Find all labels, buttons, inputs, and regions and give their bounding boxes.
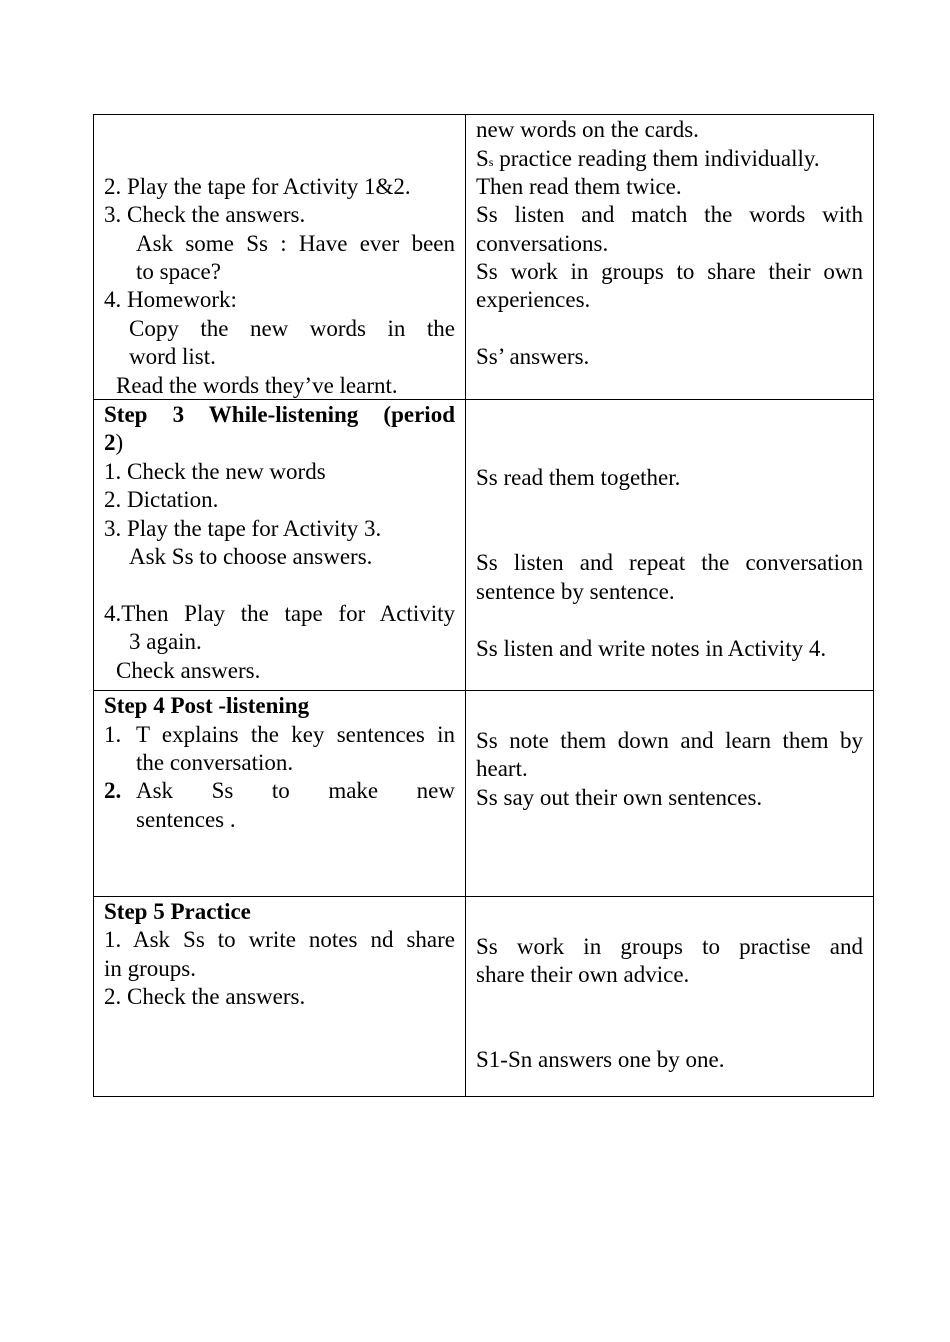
row-divider-2 [93, 690, 874, 691]
text-line: experiences. [476, 287, 591, 312]
step-heading: Step 5 Practice [104, 899, 251, 924]
text-line: Ss practice reading them individually. [476, 146, 820, 171]
list-item-text: Read the words they’ve learnt. [116, 373, 398, 398]
table-border-bottom [93, 1096, 874, 1097]
list-item: 2. Check the answers. [104, 984, 306, 1009]
list-item: 4. Homework: [104, 287, 237, 312]
list-item: 4.Then Play the tape for Activity [104, 601, 455, 626]
step-heading: 2) [104, 430, 124, 455]
text-line: Ss listen and match the words with [476, 202, 863, 227]
text-line: Ss listen and repeat the conversation [476, 550, 863, 575]
text-line: Then read them twice. [476, 174, 682, 199]
text-line: new words on the cards. [476, 117, 699, 142]
list-item-text: to space? [136, 259, 221, 284]
list-number: 2. [104, 778, 122, 803]
list-item-text: Ask Ss to choose answers. [129, 544, 373, 569]
text-line: heart. [476, 756, 528, 781]
list-item-text: sentences . [136, 807, 236, 832]
text-line: Ss say out their own sentences. [476, 785, 763, 810]
table-border-top [93, 114, 874, 115]
list-item-text: word list. [129, 344, 216, 369]
list-item: 3. Check the answers. [104, 202, 306, 227]
list-item-text: Copy the new words in the [129, 316, 455, 341]
text-line: Ss work in groups to practise and [476, 934, 863, 959]
list-item-text: Ask Ss to make new [136, 778, 455, 803]
text-line: Ss note them down and learn them by [476, 728, 863, 753]
table-border-left [93, 114, 94, 1097]
column-divider [465, 114, 466, 1097]
step-heading: Step 4 Post -listening [104, 693, 310, 718]
list-item: 2. Play the tape for Activity 1&2. [104, 174, 411, 199]
text-line: Ss read them together. [476, 465, 681, 490]
list-item-text: T explains the key sentences in [136, 722, 455, 747]
list-item: 2. Dictation. [104, 487, 219, 512]
list-item-text: 3 again. [129, 629, 202, 654]
text-line: conversations. [476, 231, 609, 256]
step-heading: Step 3 While-listening (period [104, 402, 455, 427]
text-line: Ss’ answers. [476, 344, 590, 369]
text-line: sentence by sentence. [476, 579, 675, 604]
row-divider-3 [93, 896, 874, 897]
text-line: share their own advice. [476, 962, 690, 987]
list-item: 3. Play the tape for Activity 3. [104, 516, 382, 541]
text-line: Ss listen and write notes in Activity 4. [476, 636, 827, 661]
table-border-right [873, 114, 874, 1097]
list-item-text: Check answers. [116, 658, 261, 683]
list-item: 1. Ask Ss to write notes nd share [104, 927, 455, 952]
list-item: 1. Check the new words [104, 459, 326, 484]
list-item-text: Ask some Ss : Have ever been [136, 231, 455, 256]
list-number: 1. [104, 722, 122, 747]
text-line: S1-Sn answers one by one. [476, 1047, 725, 1072]
list-item-text: the conversation. [136, 750, 294, 775]
list-item-text: in groups. [104, 956, 196, 981]
text-line: Ss work in groups to share their own [476, 259, 863, 284]
